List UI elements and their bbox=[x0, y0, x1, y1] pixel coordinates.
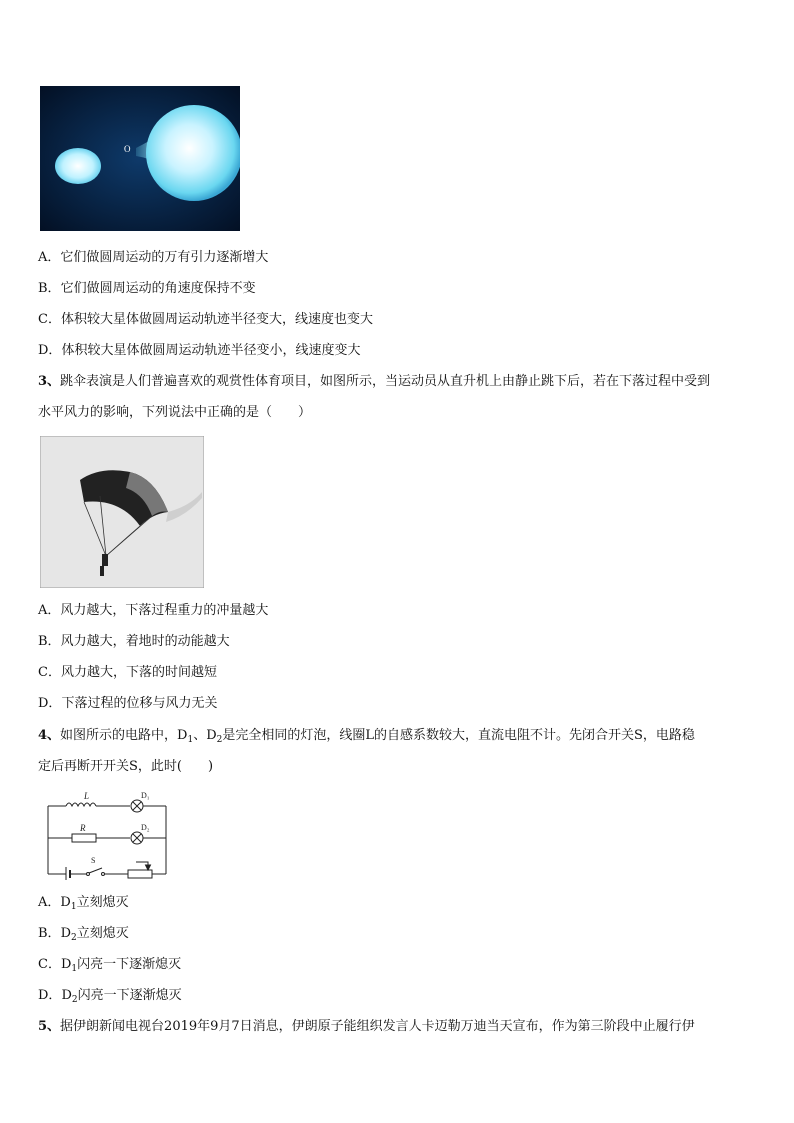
large-star bbox=[146, 105, 240, 201]
q3-option-a[interactable]: A．风力越大，下落过程重力的冲量越大 bbox=[38, 603, 269, 618]
q3-stem-line2: 水平风力的影响，下列说法中正确的是（ ） bbox=[38, 405, 312, 420]
q5-stem-line1: 5、据伊朗新闻电视台2019年9月7日消息，伊朗原子能组织发言人卡迈勒万迪当天宣布，作为第三阶段中止履行伊 bbox=[38, 1019, 695, 1034]
rheostat bbox=[128, 870, 152, 878]
label-l: L bbox=[84, 791, 90, 801]
center-label: O bbox=[124, 144, 131, 154]
q2-option-b[interactable]: B．它们做圆周运动的角速度保持不变 bbox=[38, 281, 256, 296]
circuit-svg bbox=[40, 788, 175, 880]
q4-option-d[interactable]: D．$D_2$闪亮一下逐渐熄灭 bbox=[38, 988, 182, 1005]
q2-option-a[interactable]: A．它们做圆周运动的万有引力逐渐增大 bbox=[38, 250, 269, 265]
q4-option-a[interactable]: A．$D_1$立刻熄灭 bbox=[38, 895, 129, 912]
label-s: S bbox=[91, 856, 96, 865]
q4-stem-line1: 4、如图所示的电路中，$D_1$、$D_2$是完全相同的灯泡，线圈L的自感系数较大，直流电阻不计。先闭合开关S，电路稳 bbox=[38, 728, 695, 745]
binary-star-illustration bbox=[40, 86, 240, 231]
q3-stem-line1: 3、跳伞表演是人们普遍喜欢的观赏性体育项目，如图所示，当运动员从直升机上由静止跳下后，若在下落过程中受到 bbox=[38, 374, 711, 389]
q3-option-c[interactable]: C．风力越大，下落的时间越短 bbox=[38, 665, 217, 680]
inductor-coil bbox=[66, 803, 96, 806]
q4-option-b[interactable]: B．$D_2$立刻熄灭 bbox=[38, 926, 129, 943]
switch-s bbox=[89, 868, 102, 873]
label-r: R bbox=[80, 823, 86, 833]
q2-option-c[interactable]: C．体积较大星体做圆周运动轨迹半径变大，线速度也变大 bbox=[38, 312, 373, 327]
q2-option-d[interactable]: D．体积较大星体做圆周运动轨迹半径变小，线速度变大 bbox=[38, 343, 361, 358]
resistor-r bbox=[72, 834, 96, 842]
parachute-image bbox=[40, 436, 204, 588]
q3-option-d[interactable]: D．下落过程的位移与风力无关 bbox=[38, 696, 218, 711]
circuit-diagram bbox=[40, 788, 175, 880]
parachute-illustration bbox=[40, 436, 204, 588]
label-d1: D₁ bbox=[141, 791, 150, 800]
q3-option-b[interactable]: B．风力越大，着地时的动能越大 bbox=[38, 634, 230, 649]
binary-star-image bbox=[40, 86, 240, 231]
small-star bbox=[55, 148, 101, 184]
label-d2: D₂ bbox=[141, 823, 150, 832]
skydiver bbox=[102, 554, 108, 566]
q4-stem-line2: 定后再断开开关S，此时( ) bbox=[38, 759, 214, 774]
q4-option-c[interactable]: C．$D_1$闪亮一下逐渐熄灭 bbox=[38, 957, 182, 974]
